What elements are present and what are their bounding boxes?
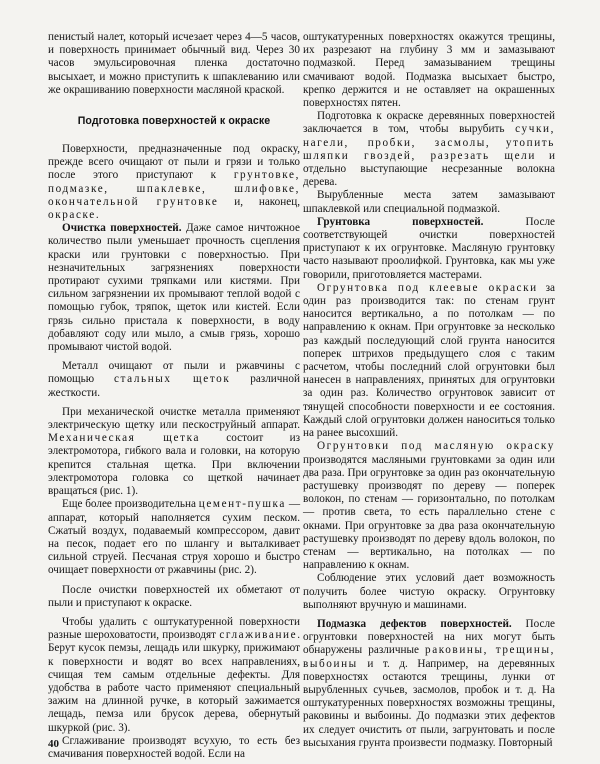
text: — аппарат, который наполняется сухим песком. Сжатый воздух, подаваемый компрессором, давит на песок, подает его по шлангу и выталкивает сильной струей. Песчаная струя хорошо и быстро очищает поверхности от ржавчины (рис. 2). <box>48 498 301 577</box>
text: После соответствующей очистки поверхностей приступают к их огрунтовке. Масляную грунтовку часто называют проолифкой. Грунтовка, как мы уже говорили, приготовляется мастерами. <box>303 215 555 281</box>
spaced-emphasis: раковины, трещины, выбоины <box>303 644 555 670</box>
run-in-heading: Подмазка дефектов поверхностей. <box>317 617 512 630</box>
right-column <box>303 31 555 750</box>
paragraph-smoothing <box>48 616 300 735</box>
spaced-emphasis: утопить шляпки гвоздей, разрезать щели <box>303 136 555 162</box>
text: за один раз производится так: по стенам грунт наносится вертикально, а по потолкам — по направлению к окнам. При огрунтовке за несколько раз каждый последующий слой грунта наносится поперек штрихов предыдущего слоя с таким расчетом, чтобы последний слой огрунтовки был нанесен в направлениях, принятых для огрунтовки за один раз. Количество огрунтовок зависит от тянущей способности поверхности и ее состояния. Каждый слой огрунтовки должен наноситься только на ранее высохший. <box>303 281 556 440</box>
text: После огрунтовки поверхностей на них могут быть обнаружены различные <box>303 617 555 657</box>
paragraph-wood-prep <box>303 110 555 189</box>
paragraph-dry-smoothing: Сглаживание производят всухую, то есть без смачивания поверхностей водой. Если на <box>48 734 300 760</box>
text: состоит из электромотора, гибкого вала и головки, на которую крепится стальная щетка. При включении электромотора головка со щеткой начинает вращаться (рис. 1). <box>48 432 301 498</box>
spaced-emphasis: окраске <box>48 209 96 222</box>
spaced-emphasis: сучки, нагели, пробки, засмолы <box>303 123 555 149</box>
text: При механической очистке металла применяют электрическую щетку или пескоструйный аппарат. <box>48 405 300 432</box>
text: различной жесткости. <box>48 373 300 399</box>
paragraph-cracks: оштукатуренных поверхностях окажутся трещины, их разрезают на глубину 3 мм и замазывают подмазкой. Перед замазыванием трещины смачивают водой. Подмазка высыхает быстро, крепко держится и не оставляет на окрашенных поверхностях пятен. <box>303 31 555 110</box>
paragraph-cement-gun <box>48 498 300 577</box>
run-in-heading: Очистка поверхностей. <box>62 222 182 235</box>
spaced-emphasis: стальных щеток <box>113 373 231 386</box>
text: Металл очищают от пыли и ржавчины с помощью <box>48 360 300 386</box>
spaced-emphasis: Механическая щетка <box>48 432 201 445</box>
paragraph-overview <box>48 143 300 222</box>
paragraph-oil-priming <box>303 440 555 572</box>
left-column <box>48 31 300 761</box>
text: и отдельно выступающие несрезанные волокна дерева. <box>303 149 555 189</box>
paragraph-after-cleaning: После очистки поверхностей их обметают от пыли и приступают к окраске. <box>48 583 300 609</box>
text: Даже самое ничтожное количество пыли уменьшает прочность сцепления краски или грунтовки с поверхностью. При незначительных загрязнениях поверхности протирают сухими тряпками или кистями. При сильном загрязнении их промывают теплой водой с помощью губок, тряпок, щеток или кистей. Если грязь сильно пристала к поверхности, в воду добавляют соду или мыло, а смыв грязь, хорошо промывают чистой водой. <box>48 222 300 354</box>
run-in-heading: Грунтовка поверхностей. <box>317 215 484 228</box>
paragraph-defects <box>303 618 555 750</box>
section-heading: Подготовка поверхностей к окраске <box>77 115 271 128</box>
intro-paragraph: пенистый налет, который исчезает через 4—5 часов, и поверхность принимает обычный вид. Через 30 часов эмульсировочная пленка достаточно высыхает, и можно приступить к шпаклеванию или же окрашиванию поверхности масляной краской. <box>48 31 300 96</box>
spaced-emphasis: грунтовке, подмазке, шпаклевке, шлифовке, окончательной грунтовке <box>48 169 300 208</box>
spaced-emphasis: цемент-пушка <box>198 498 286 511</box>
paragraph-conditions: Соблюдение этих условий дает возможность получить более чистую окраску. Огрунтовку выполняют вручную и машинами. <box>303 572 555 611</box>
text: , <box>485 136 506 149</box>
text: производятся масляными грунтовками за один или два раза. При огрунтовке за один раз окончательную растушевку производят по дереву — поперек волокон, по стенам — горизонтально, по потолкам — против света, то есть параллельно стене с окнами. При огрунтовке за два раза окончательную растушевку производят по дереву вдоль волокон, по стенам — вертикально, на потолках — по направлению к окнам. <box>303 453 555 572</box>
text: Поверхности, предназначенные под окраску, прежде всего очищают от пыли и грязи и только после этого приступают к <box>48 143 300 182</box>
paragraph-cleaning <box>48 222 300 354</box>
text: и, наконец, <box>218 195 301 208</box>
text: и т. д. Например, на деревянных поверхностях остаются трещины, лунки от вырубленных сучьев, засмолов, пробок и т. д. На оштукатуренных поверхностях возможны трещины, раковины и выбоины. До подмазки этих дефектов их следует очистить от пыли, загрунтовать и после высыхания грунта произвести подмазку. Повторный <box>303 657 555 749</box>
paragraph-metal <box>48 360 300 400</box>
spaced-emphasis: сглаживание <box>219 629 298 642</box>
text: Подготовка к окраске деревянных поверхностей заключается в том, чтобы вырубить <box>303 110 555 136</box>
text: Чтобы удалить с оштукатуренной поверхности разные шероховатости, производят <box>48 615 300 642</box>
paragraph-priming <box>303 216 555 282</box>
spaced-emphasis: Огрунтовка под клеевые окраски <box>317 281 538 294</box>
page-number: 40 <box>48 738 59 750</box>
paragraph-glue-priming <box>303 282 555 440</box>
spaced-emphasis: Огрунтовки под масляную окраску <box>317 440 555 453</box>
text: Еще более производительна <box>62 498 199 511</box>
text: . <box>95 209 99 222</box>
paragraph-filling: Вырубленные места затем замазывают шпаклевкой или специальной подмазкой. <box>303 189 555 215</box>
paragraph-mechanical <box>48 406 300 498</box>
text: . Берут кусок пемзы, лещадь или шкурку, прижимают к поверхности и водят во всех направлениях, счищая тем самым отдельные дефекты. Для удобства в работе часто применяют специальный зажим на длинной ручке, в который зажимается лещадь, пемза или брусок дерева, обернутый шкуркой (рис. 3). <box>48 629 300 734</box>
